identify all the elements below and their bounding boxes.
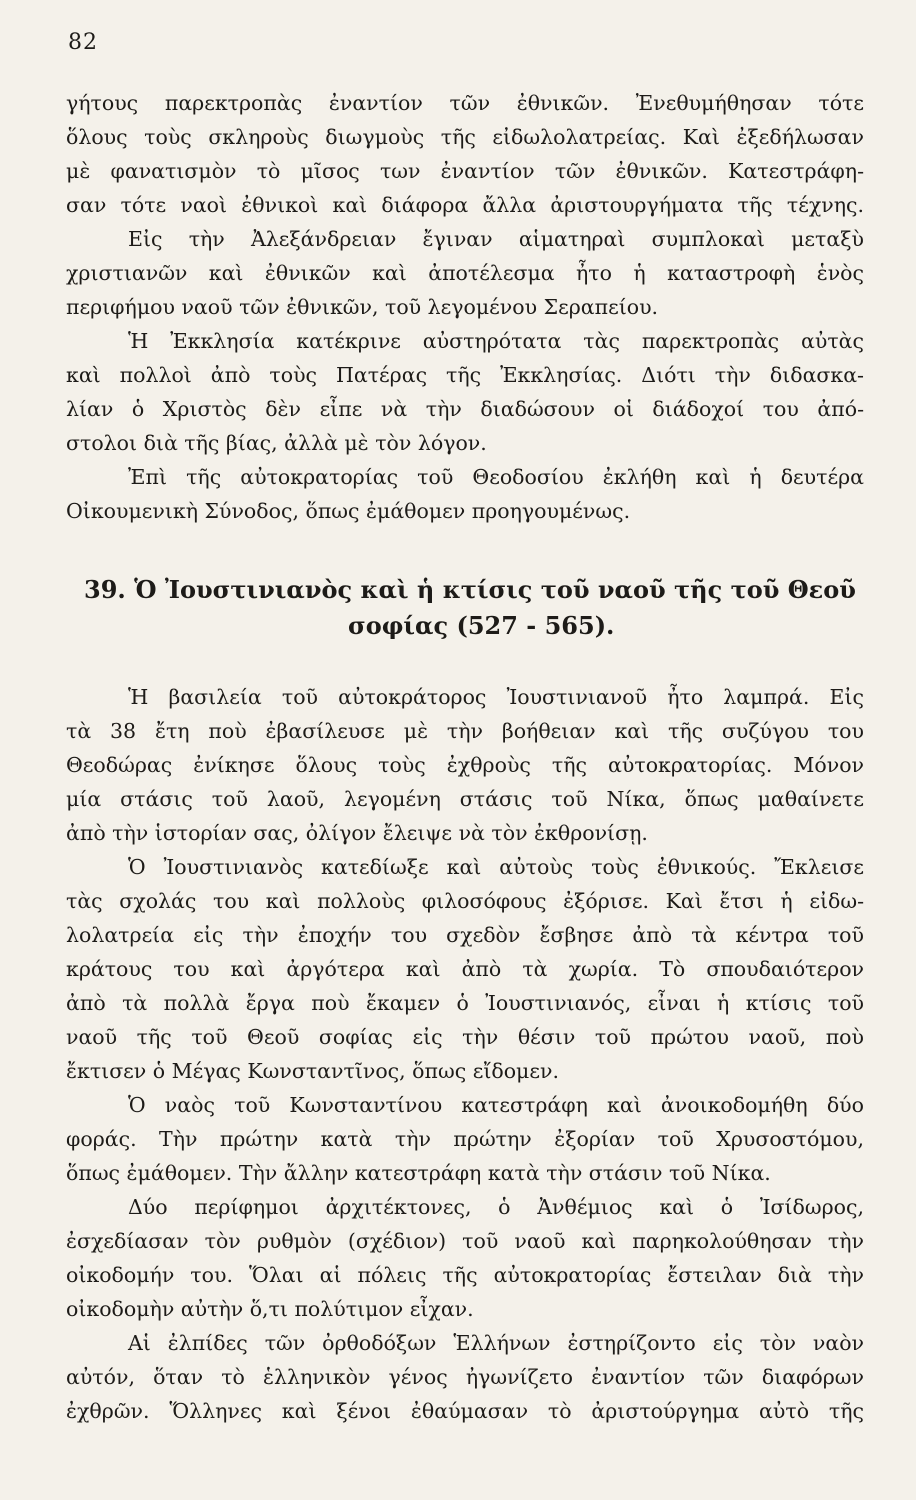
text-line: Ὁ Ἰουστινιανὸς κατεδίωξε καὶ αὐτοὺς τοὺς ἐθνικούς. Ἔκλεισε (128, 855, 864, 879)
text-line: χριστιανῶν καὶ ἐθνικῶν καὶ ἀποτέλεσμα ἦτο ἡ καταστροφὴ ἑνὸς (66, 261, 864, 285)
text-line: σαν τότε ναοὶ ἐθνικοὶ καὶ διάφορα ἄλλα ἀριστουργήματα τῆς τέχνης. (66, 193, 864, 217)
text-line: οἰκοδομήν του. Ὅλαι αἱ πόλεις τῆς αὐτοκρατορίας ἔστειλαν διὰ τὴν (66, 1263, 864, 1287)
text-line: μία στάσις τοῦ λαοῦ, λεγομένη στάσις τοῦ Νίκα, ὅπως μαθαίνετε (66, 787, 864, 811)
section-heading-line2: σοφίας (527 - 565). (348, 611, 615, 640)
text-line: ἀπὸ τὴν ἱστορίαν σας, ὀλίγον ἔλειψε νὰ τὸν ἐκθρονίσῃ. (66, 821, 648, 845)
page-number: 82 (68, 30, 98, 55)
text-line: Αἱ ἐλπίδες τῶν ὀρθοδόξων Ἑλλήνων ἐστηρίζοντο εἰς τὸν ναὸν (128, 1331, 864, 1355)
text-line: Ὁ ναὸς τοῦ Κωνσταντίνου κατεστράφη καὶ ἀνοικοδομήθη δύο (128, 1093, 864, 1117)
text-line: ὅλους τοὺς σκληροὺς διωγμοὺς τῆς εἰδωλολατρείας. Καὶ ἐξεδήλωσαν (66, 125, 864, 149)
text-line: Ἡ Ἐκκλησία κατέκρινε αὐστηρότατα τὰς παρεκτροπὰς αὐτὰς (128, 329, 864, 353)
text-line: Οἰκουμενικὴ Σύνοδος, ὅπως ἐμάθομεν προηγουμένως. (66, 499, 631, 523)
text-line: Θεοδώρας ἐνίκησε ὅλους τοὺς ἐχθροὺς τῆς αὐτοκρατορίας. Μόνον (66, 753, 864, 777)
text-line: περιφήμου ναοῦ τῶν ἐθνικῶν, τοῦ λεγομένου Σεραπείου. (66, 295, 659, 319)
text-line: ἐσχεδίασαν τὸν ρυθμὸν (σχέδιον) τοῦ ναοῦ καὶ παρηκολούθησαν τὴν (66, 1229, 864, 1253)
text-line: οἰκοδομὴν αὐτὴν ὅ,τι πολύτιμον εἶχαν. (66, 1297, 474, 1321)
section-heading-line1: 39. Ὁ Ἰουστινιανὸς καὶ ἡ κτίσις τοῦ ναοῦ τῆς τοῦ Θεοῦ (84, 575, 856, 604)
text-line: φοράς. Τὴν πρώτην κατὰ τὴν πρώτην ἐξορίαν τοῦ Χρυσοστόμου, (66, 1127, 864, 1151)
text-line: ναοῦ τῆς τοῦ Θεοῦ σοφίας εἰς τὴν θέσιν τοῦ πρώτου ναοῦ, ποὺ (66, 1025, 864, 1049)
text-line: κράτους του καὶ ἀργότερα καὶ ἀπὸ τὰ χωρία. Τὸ σπουδαιότερον (66, 957, 864, 981)
text-line: αὐτόν, ὅταν τὸ ἑλληνικὸν γένος ἠγωνίζετο ἐναντίον τῶν διαφόρων (66, 1365, 864, 1389)
text-line: τὰς σχολάς του καὶ πολλοὺς φιλοσόφους ἐξόρισε. Καὶ ἔτσι ἡ εἰδω- (66, 889, 864, 913)
text-line: λολατρεία εἰς τὴν ἐποχήν του σχεδὸν ἔσβησε ἀπὸ τὰ κέντρα τοῦ (66, 923, 864, 947)
text-line: ὅπως ἐμάθομεν. Τὴν ἄλλην κατεστράφη κατὰ τὴν στάσιν τοῦ Νίκα. (66, 1161, 771, 1185)
text-line: ἔκτισεν ὁ Μέγας Κωνσταντῖνος, ὅπως εἴδομεν. (66, 1059, 559, 1083)
text-line: Δύο περίφημοι ἀρχιτέκτονες, ὁ Ἀνθέμιος καὶ ὁ Ἰσίδωρος, (128, 1195, 864, 1219)
text-line: ἐχθρῶν. Ὅλληνες καὶ ξένοι ἐθαύμασαν τὸ ἀριστούργημα αὐτὸ τῆς (66, 1399, 864, 1423)
text-line: μὲ φανατισμὸν τὸ μῖσος των ἐναντίον τῶν ἐθνικῶν. Κατεστράφη- (66, 159, 864, 183)
text-line: λίαν ὁ Χριστὸς δὲν εἶπε νὰ τὴν διαδώσουν οἱ διάδοχοί του ἀπό- (66, 397, 864, 421)
text-line: γήτους παρεκτροπὰς ἐναντίον τῶν ἐθνικῶν. Ἐνεθυμήθησαν τότε (66, 91, 864, 115)
text-line: καὶ πολλοὶ ἀπὸ τοὺς Πατέρας τῆς Ἐκκλησίας. Διότι τὴν διδασκα- (66, 363, 864, 387)
text-line: Ἡ βασιλεία τοῦ αὐτοκράτορος Ἰουστινιανοῦ ἦτο λαμπρά. Εἰς (128, 685, 864, 709)
text-line: Ἐπὶ τῆς αὐτοκρατορίας τοῦ Θεοδοσίου ἐκλήθη καὶ ἡ δευτέρα (128, 465, 864, 489)
text-line: Εἰς τὴν Ἀλεξάνδρειαν ἔγιναν αἱματηραὶ συμπλοκαὶ μεταξὺ (128, 227, 864, 251)
text-line: στολοι διὰ τῆς βίας, ἀλλὰ μὲ τὸν λόγον. (66, 431, 487, 455)
text-line: τὰ 38 ἔτη ποὺ ἐβασίλευσε μὲ τὴν βοήθειαν καὶ τῆς συζύγου του (66, 719, 864, 743)
text-line: ἀπὸ τὰ πολλὰ ἔργα ποὺ ἔκαμεν ὁ Ἰουστινιανός, εἶναι ἡ κτίσις τοῦ (66, 991, 864, 1015)
